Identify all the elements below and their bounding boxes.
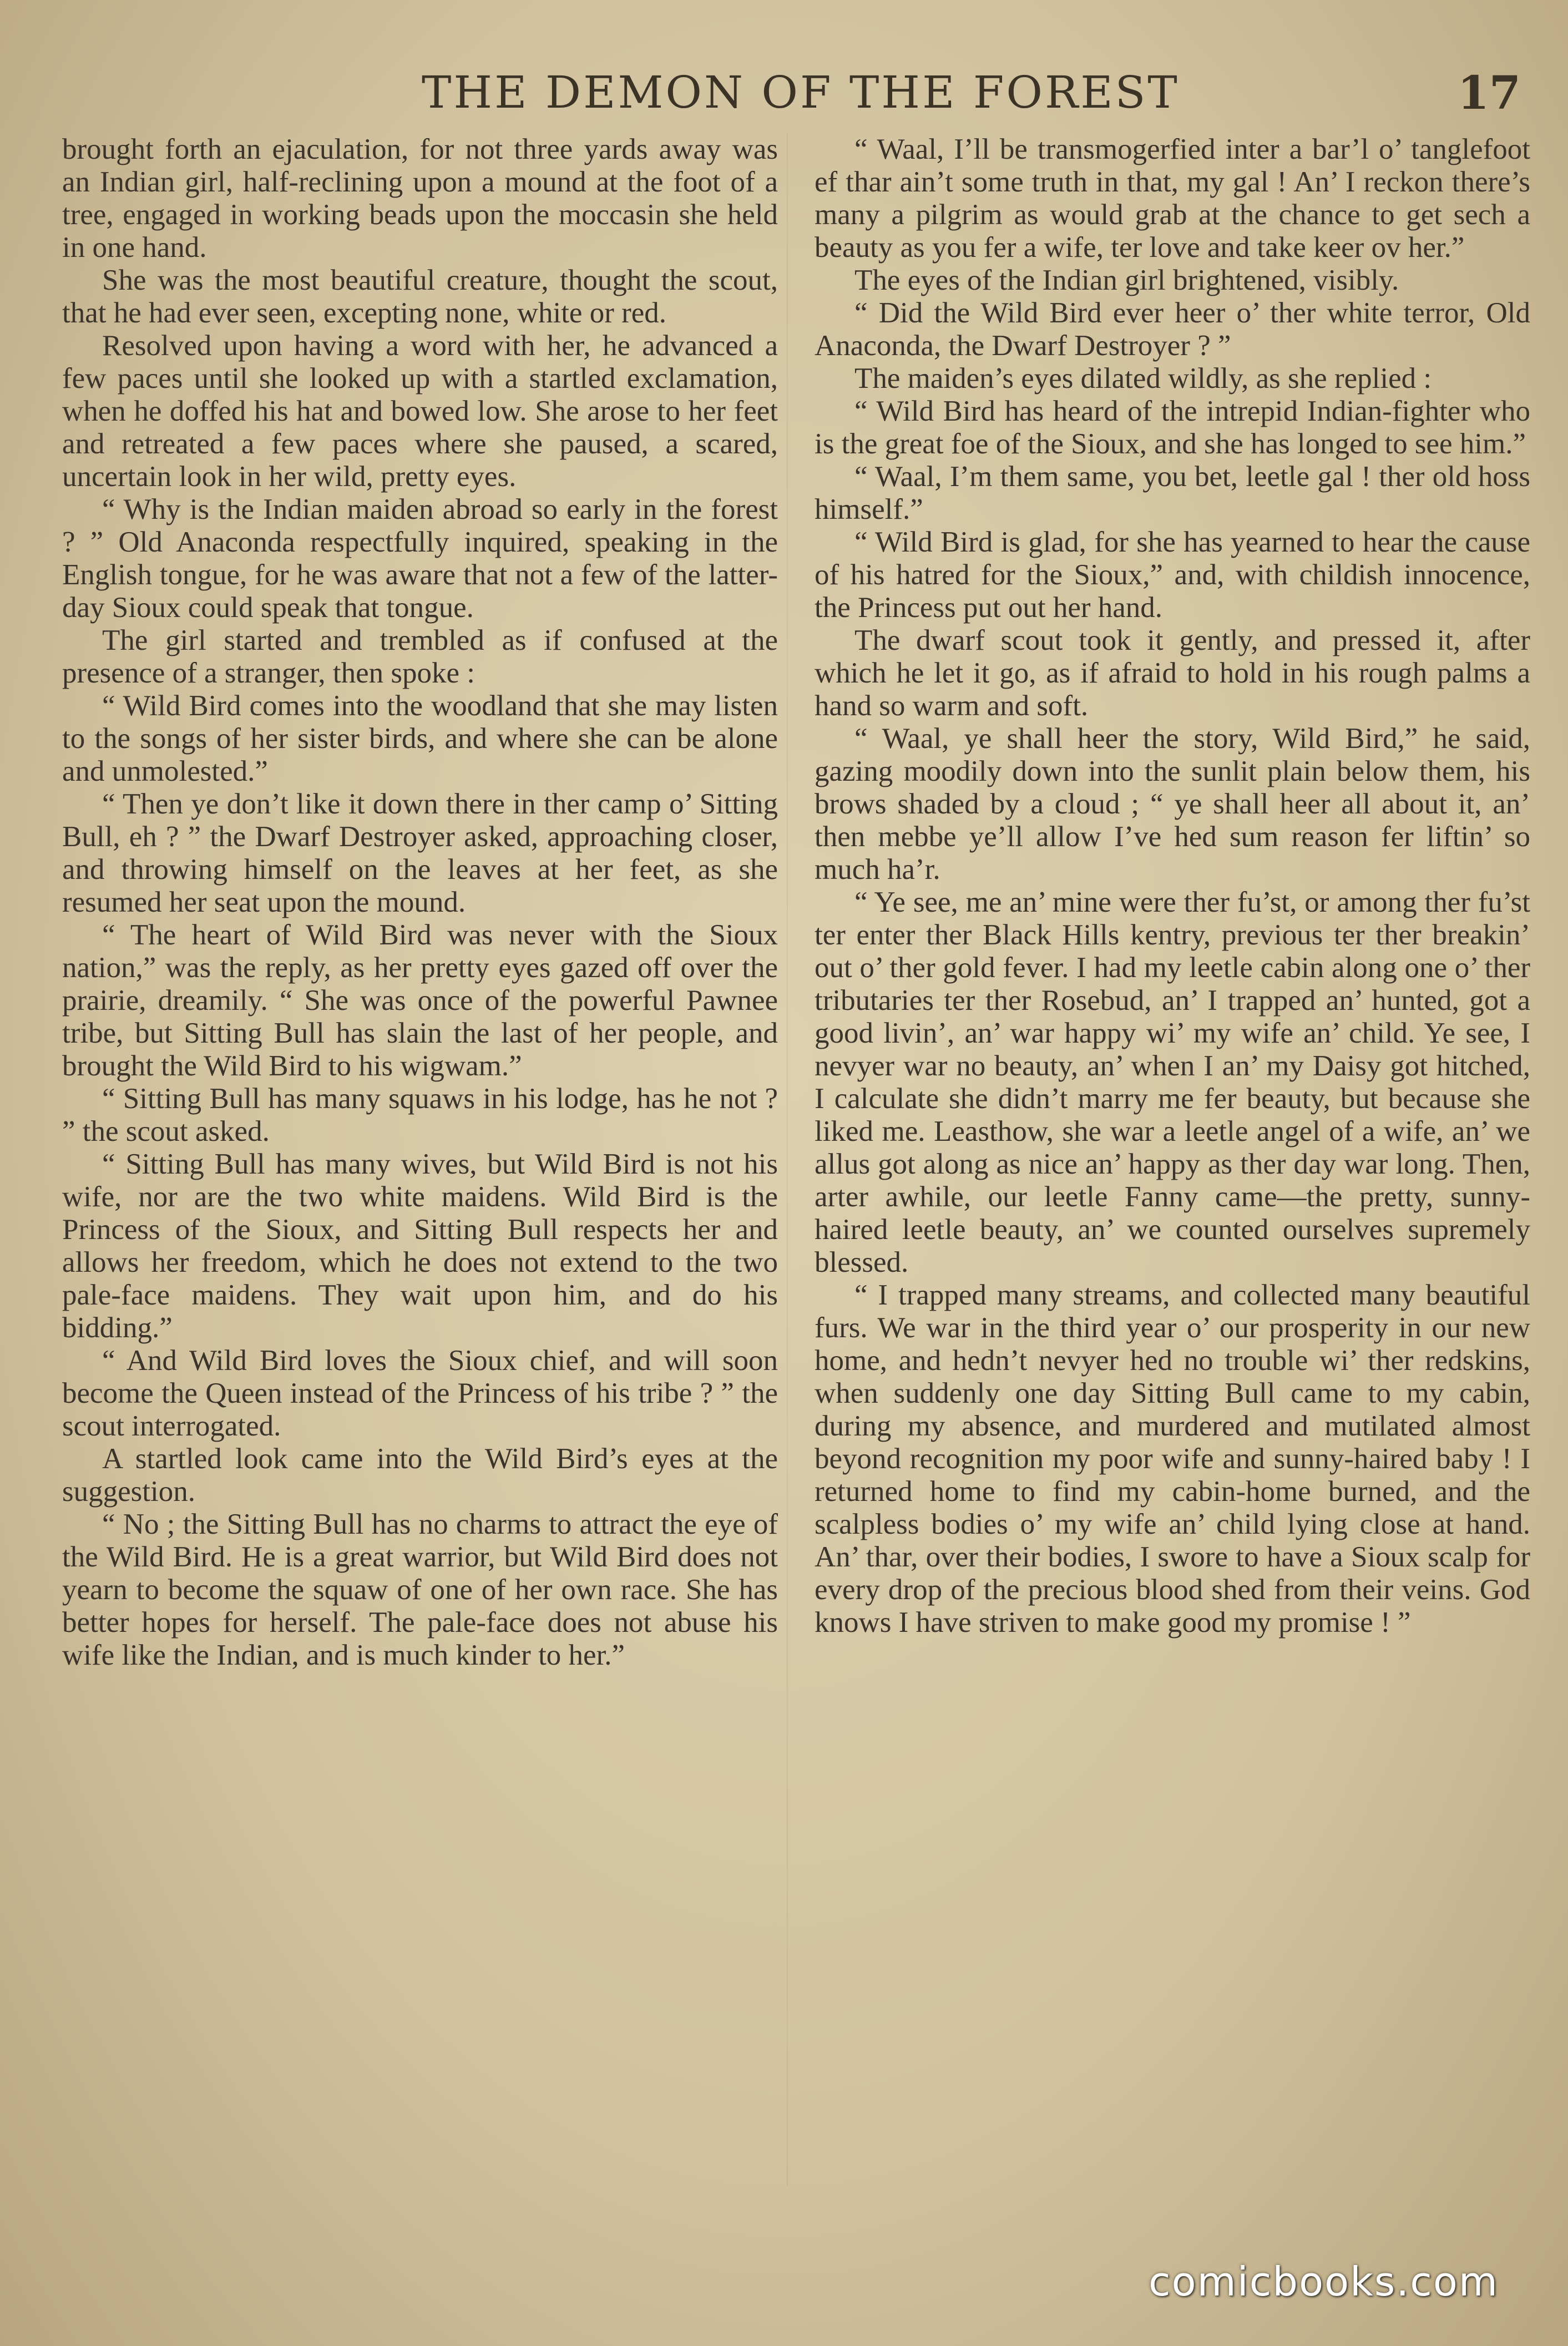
paragraph: “ Did the Wild Bird ever heer o’ ther white terror, Old Anaconda, the Dwarf Destroyer ? ” bbox=[815, 297, 1530, 362]
paragraph: “ Why is the Indian maiden abroad so early in the forest ? ” Old Anaconda respectfully inquired, speaking in the English tongue, for he was aware that not a few of the latter-day Sioux could speak that tongue. bbox=[62, 493, 778, 624]
page-number: 17 bbox=[1457, 67, 1521, 120]
paragraph: “ The heart of Wild Bird was never with the Sioux nation,” was the reply, as her pretty eyes gazed off over the prairie, dreamily. “ She was once of the powerful Pawnee tribe, but Sitting Bull has slain the last of her people, and brought the Wild Bird to his wigwam.” bbox=[62, 919, 778, 1082]
paragraph: The girl started and trembled as if confused at the presence of a stranger, then spoke : bbox=[62, 624, 778, 689]
paragraph: brought forth an ejaculation, for not three yards away was an Indian girl, half-reclining upon a mound at the foot of a tree, engaged in working beads upon the moccasin she held in one hand. bbox=[62, 133, 778, 264]
paragraph: “ Waal, ye shall heer the story, Wild Bird,” he said, gazing moodily down into the sunlit plain below them, his brows shaded by a cloud ; “ ye shall heer all about it, an’ then mebbe ye’ll allow I’ve hed sum reason fer liftin’ so much ha’r. bbox=[815, 722, 1530, 886]
left-text-column bbox=[62, 133, 778, 2208]
paragraph: “ Sitting Bull has many squaws in his lodge, has he not ? ” the scout asked. bbox=[62, 1083, 778, 1147]
paragraph: “ And Wild Bird loves the Sioux chief, and will soon become the Queen instead of the Princess of his tribe ? ” the scout interrogated. bbox=[62, 1344, 778, 1442]
paragraph: “ I trapped many streams, and collected many beautiful furs. We war in the third year o’ our prosperity in our new home, and hedn’t nevyer hed no trouble wi’ ther redskins, when suddenly one day Sitting Bull came to my cabin, during my absence, and murdered and mutilated almost beyond recognition my poor wife and sunny-haired baby ! I returned home to find my cabin-home burned, and the scalpless bodies o’ my wife an’ child lying close at hand. An’ thar, over their bodies, I swore to have a Sioux scalp for every drop of the precious blood shed from their veins. God knows I have striven to make good my promise ! ” bbox=[815, 1279, 1530, 1639]
paragraph: Resolved upon having a word with her, he advanced a few paces until she looked up with a startled exclamation, when he doffed his hat and bowed low. She arose to her feet and retreated a few paces where she paused, a scared, uncertain look in her wild, pretty eyes. bbox=[62, 330, 778, 493]
paragraph: The dwarf scout took it gently, and pressed it, after which he let it go, as if afraid to hold in his rough palms a hand so warm and soft. bbox=[815, 624, 1530, 722]
paragraph: “ Waal, I’ll be transmogerfied inter a bar’l o’ tanglefoot ef thar ain’t some truth in that, my gal ! An’ I reckon there’s many a pilgrim as would grab at the chance to get sech a beauty as you fer a wife, ter love and take keer ov her.” bbox=[815, 133, 1530, 264]
site-watermark: comicbooks.com bbox=[1149, 2258, 1499, 2305]
right-text-column bbox=[815, 133, 1530, 2208]
paragraph: She was the most beautiful creature, thought the scout, that he had ever seen, excepting none, white or red. bbox=[62, 264, 778, 329]
page-header bbox=[0, 67, 1568, 128]
column-gutter bbox=[787, 133, 788, 2186]
paragraph: “ Sitting Bull has many wives, but Wild Bird is not his wife, nor are the two white maidens. Wild Bird is the Princess of the Sioux, and Sitting Bull respects her and allows her freedom, which he does not extend to the two pale-face maidens. They wait upon him, and do his bidding.” bbox=[62, 1148, 778, 1344]
paragraph: “ No ; the Sitting Bull has no charms to attract the eye of the Wild Bird. He is a great warrior, but Wild Bird does not yearn to become the squaw of one of her own race. She has better hopes for herself. The pale-face does not abuse his wife like the Indian, and is much kinder to her.” bbox=[62, 1508, 778, 1671]
paragraph: “ Wild Bird comes into the woodland that she may listen to the songs of her sister birds, and where she can be alone and unmolested.” bbox=[62, 690, 778, 787]
running-title: THE DEMON OF THE FOREST bbox=[422, 67, 1180, 118]
paragraph: “ Then ye don’t like it down there in ther camp o’ Sitting Bull, eh ? ” the Dwarf Destroyer asked, approaching closer, and throwing himself on the leaves at her feet, as she resumed her seat upon the mound. bbox=[62, 788, 778, 918]
paragraph: The eyes of the Indian girl brightened, visibly. bbox=[854, 264, 1399, 296]
paragraph: A startled look came into the Wild Bird’s eyes at the suggestion. bbox=[62, 1443, 778, 1508]
paragraph: “ Waal, I’m them same, you bet, leetle gal ! ther old hoss himself.” bbox=[815, 461, 1530, 525]
paragraph: “ Ye see, me an’ mine were ther fu’st, or among ther fu’st ter enter ther Black Hills kentry, previous ter ther breakin’ out o’ ther gold fever. I had my leetle cabin along one o’ ther tributaries ter ther Rosebud, an’ I trapped an’ hunted, got a good livin’, an’ war happy wi’ my wife an’ child. Ye see, I nevyer war no beauty, an’ when I an’ my Daisy got hitched, I calculate she didn’t marry me fer beauty, but because she liked me. Leasthow, she war a leetle angel of a wife, an’ we allus got along as nice an’ happy as ther day war long. Then, arter awhile, our leetle Fanny came—the pretty, sunny-haired leetle beauty, an’ we counted ourselves supremely blessed. bbox=[815, 886, 1530, 1278]
paragraph: “ Wild Bird is glad, for she has yearned to hear the cause of his hatred for the Sioux,” and, with childish innocence, the Princess put out her hand. bbox=[815, 526, 1530, 624]
paragraph: “ Wild Bird has heard of the intrepid Indian-fighter who is the great foe of the Sioux, and she has longed to see him.” bbox=[815, 395, 1530, 460]
paragraph: The maiden’s eyes dilated wildly, as she replied : bbox=[854, 362, 1432, 395]
